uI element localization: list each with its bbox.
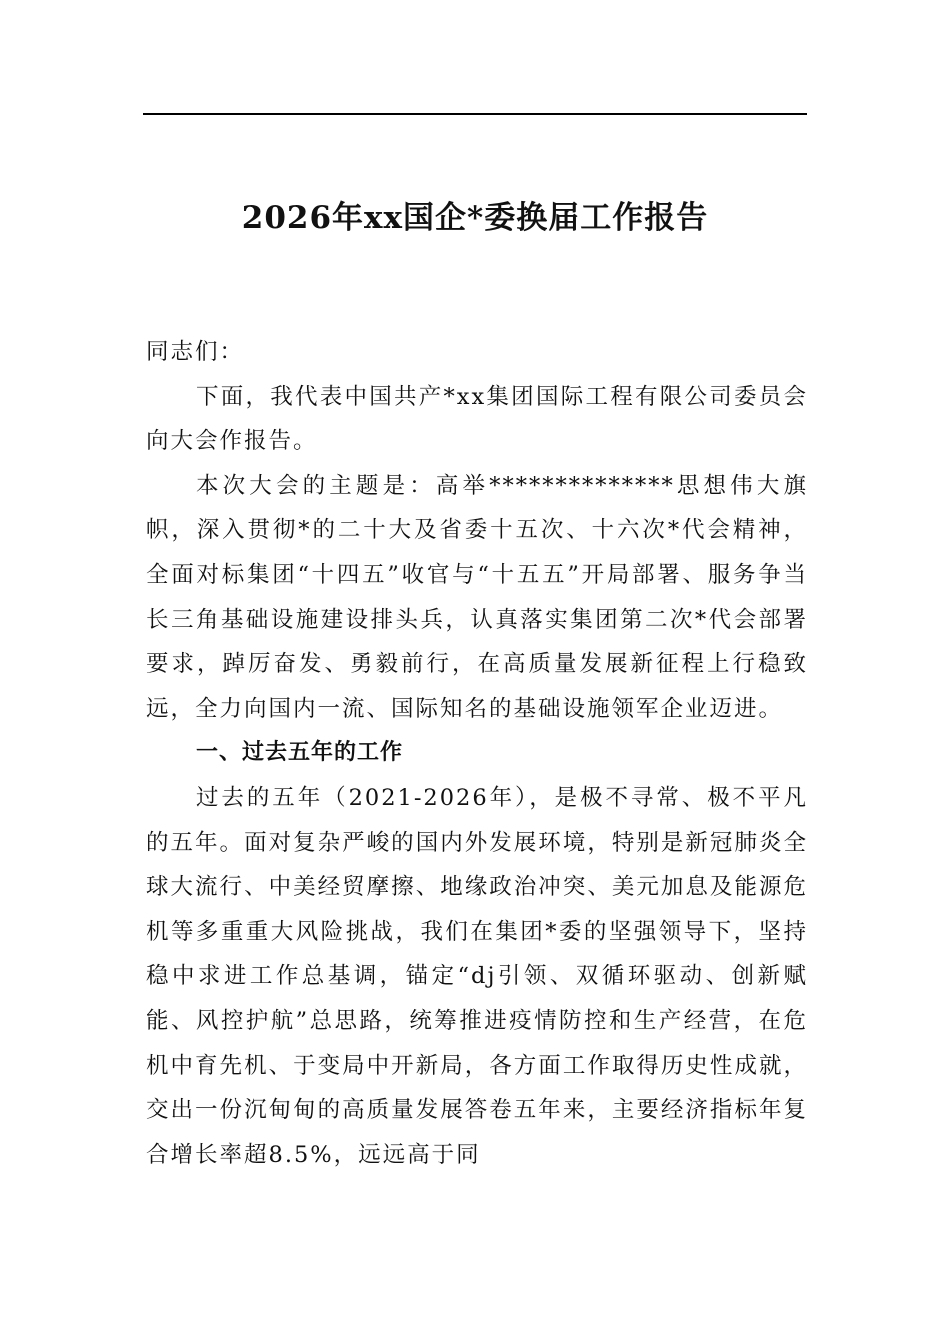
paragraph-theme: 本次大会的主题是：高举**************思想伟大旗帜，深入贯彻*的二十大及省委十五次、十六次*代会精神，全面对标集团“十四五”收官与“十五五”开局部署、服务争当长三角基础设施建设排头兵，认真落实集团第二次*代会部署要求，踔厉奋发、勇毅前行，在高质量发展新征程上行稳致远，全力向国内一流、国际知名的基础设施领军企业迈进。 [146, 472, 808, 722]
header-rule [143, 113, 807, 115]
paragraph-past-five-years: 过去的五年（2021-2026年），是极不寻常、极不平凡的五年。面对复杂严峻的国内外发展环境，特别是新冠肺炎全球大流行、中美经贸摩擦、地缘政治冲突、美元加息及能源危机等多重重大风险挑战，我们在集团*委的坚强领导下，坚持稳中求进工作总基调，锚定“dj引领、双循环驱动、创新赋能、风控护航”总思路，统筹推进疫情防控和生产经营，在危机中育先机、于变局中开新局，各方面工作取得历史性成就，交出一份沉甸甸的高质量发展答卷五年来，主要经济指标年复合增长率超8.5%，远远高于同 [146, 784, 808, 1168]
paragraph-intro: 下面，我代表中国共产*xx集团国际工程有限公司委员会向大会作报告。 [146, 383, 808, 455]
salutation: 同志们： [146, 339, 245, 365]
document-body [146, 330, 808, 1177]
section-heading: 一、过去五年的工作 [196, 740, 404, 766]
document-title: 2026年xx国企*委换届工作报告 [241, 200, 709, 236]
